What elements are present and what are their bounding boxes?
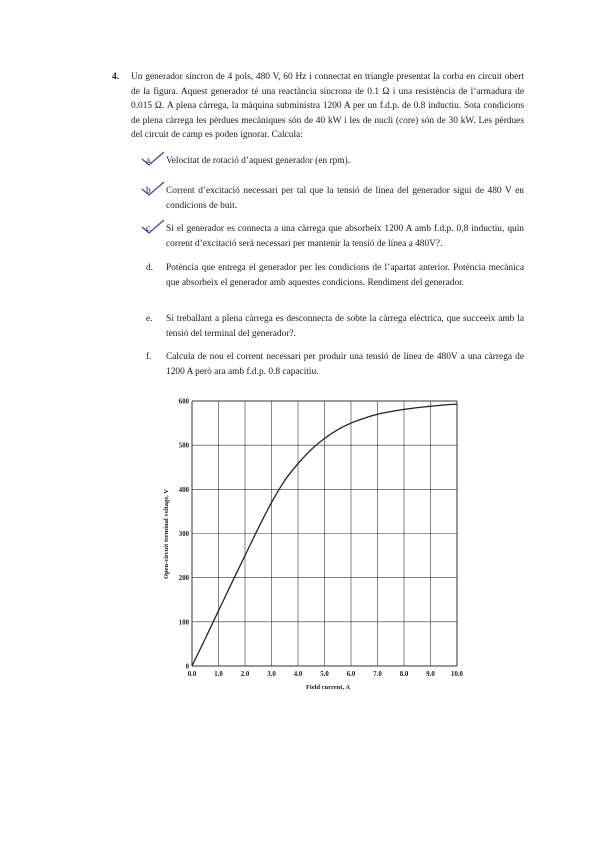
subquestion-label: f.	[146, 352, 152, 362]
subquestion-label: a.	[146, 156, 153, 166]
subquestion-text: Corrent d’excitació necessari per tal que la tensió de línea del generador sigui de 480 V en condicions de buit.	[166, 186, 524, 211]
subquestion-label: c.	[146, 224, 153, 234]
y-axis-label: Open-circuit terminal voltage, V	[163, 488, 170, 580]
subquestion-text: Calcula de nou el corrent necessari per produir una tensió de línea de 480V a una càrrega de 1200 A però ara amb f.d.p. 0.8 capacitiu.	[166, 352, 524, 377]
y-tick-label: 600	[178, 398, 189, 406]
x-tick-label: 8.0	[399, 671, 409, 678]
y-tick-label: 400	[178, 486, 189, 494]
x-tick-label: 10.0	[451, 671, 463, 678]
subquestion-c	[146, 222, 524, 251]
x-tick-label: 9.0	[426, 671, 435, 678]
problem-statement	[112, 70, 524, 143]
subquestion-a	[146, 154, 524, 169]
x-tick-label: 0.0	[187, 671, 197, 678]
problem-number: 4.	[112, 72, 120, 82]
subquestion-d	[146, 261, 524, 290]
subquestion-text: Si treballant a plena càrrega es desconnecta de sobte la càrrega elèctrica, que succeeix amb la tensió del terminal del generador?.	[166, 314, 524, 339]
x-tick-label: 7.0	[373, 671, 382, 678]
y-tick-label: 300	[178, 531, 189, 538]
y-tick-label: 500	[178, 442, 189, 450]
subquestion-f	[146, 350, 524, 379]
subquestion-e	[146, 312, 524, 341]
x-tick-label: 4.0	[293, 671, 303, 678]
subquestion-text: Potència que entrega el generador per les condicions de l’apartat anterior. Potència mecànica que absorbeix el generador amb aquestes condicions. Rendiment del generador.	[166, 263, 524, 288]
subquestion-text: Si el generador es connecta a una càrrega que absorbeix 1200 A amb f.d.p. 0,8 inductiu, quin corrent d’excitació serà necessari per mantenir la tensió de línea a 480V?.	[166, 224, 524, 249]
subquestion-label: d.	[146, 263, 154, 273]
subquestion-text: Velocitat de rotació d’aquest generador (en rpm).	[166, 156, 351, 166]
subquestion-b	[146, 184, 524, 213]
subquestion-label: b.	[146, 186, 154, 196]
x-axis-label: Field current, A	[305, 684, 351, 691]
x-tick-label: 1.0	[214, 671, 223, 678]
chart-grid	[192, 401, 457, 666]
problem-text: Un generador síncron de 4 pols, 480 V, 60 Hz i connectat en triangle presentat la corba en circuit obert de la figura. Aquest generador té una reactància síncrona de 0.1 Ω i una resistència de l’armadura de 0.015 Ω. A plena càrrega, la màquina subministra 1200 A per un f.d.p. de 0.8 inductiu. Sota condicions de plena càrrega les pèrdues mecàniques són de 40 kW i les de nucli (core) són de 30 kW. Les pèrdues del circuit de camp es poden ignorar. Calcula:	[131, 72, 524, 141]
x-tick-label: 2.0	[240, 671, 250, 678]
subquestion-label: e.	[146, 314, 153, 324]
x-tick-label: 6.0	[346, 671, 356, 678]
y-tick-label: 200	[178, 575, 189, 583]
x-tick-label: 3.0	[267, 671, 276, 678]
y-tick-label: 0	[185, 663, 189, 671]
open-circuit-characteristic-chart	[150, 392, 480, 702]
y-tick-label: 100	[178, 619, 189, 627]
x-tick-label: 5.0	[320, 671, 329, 678]
